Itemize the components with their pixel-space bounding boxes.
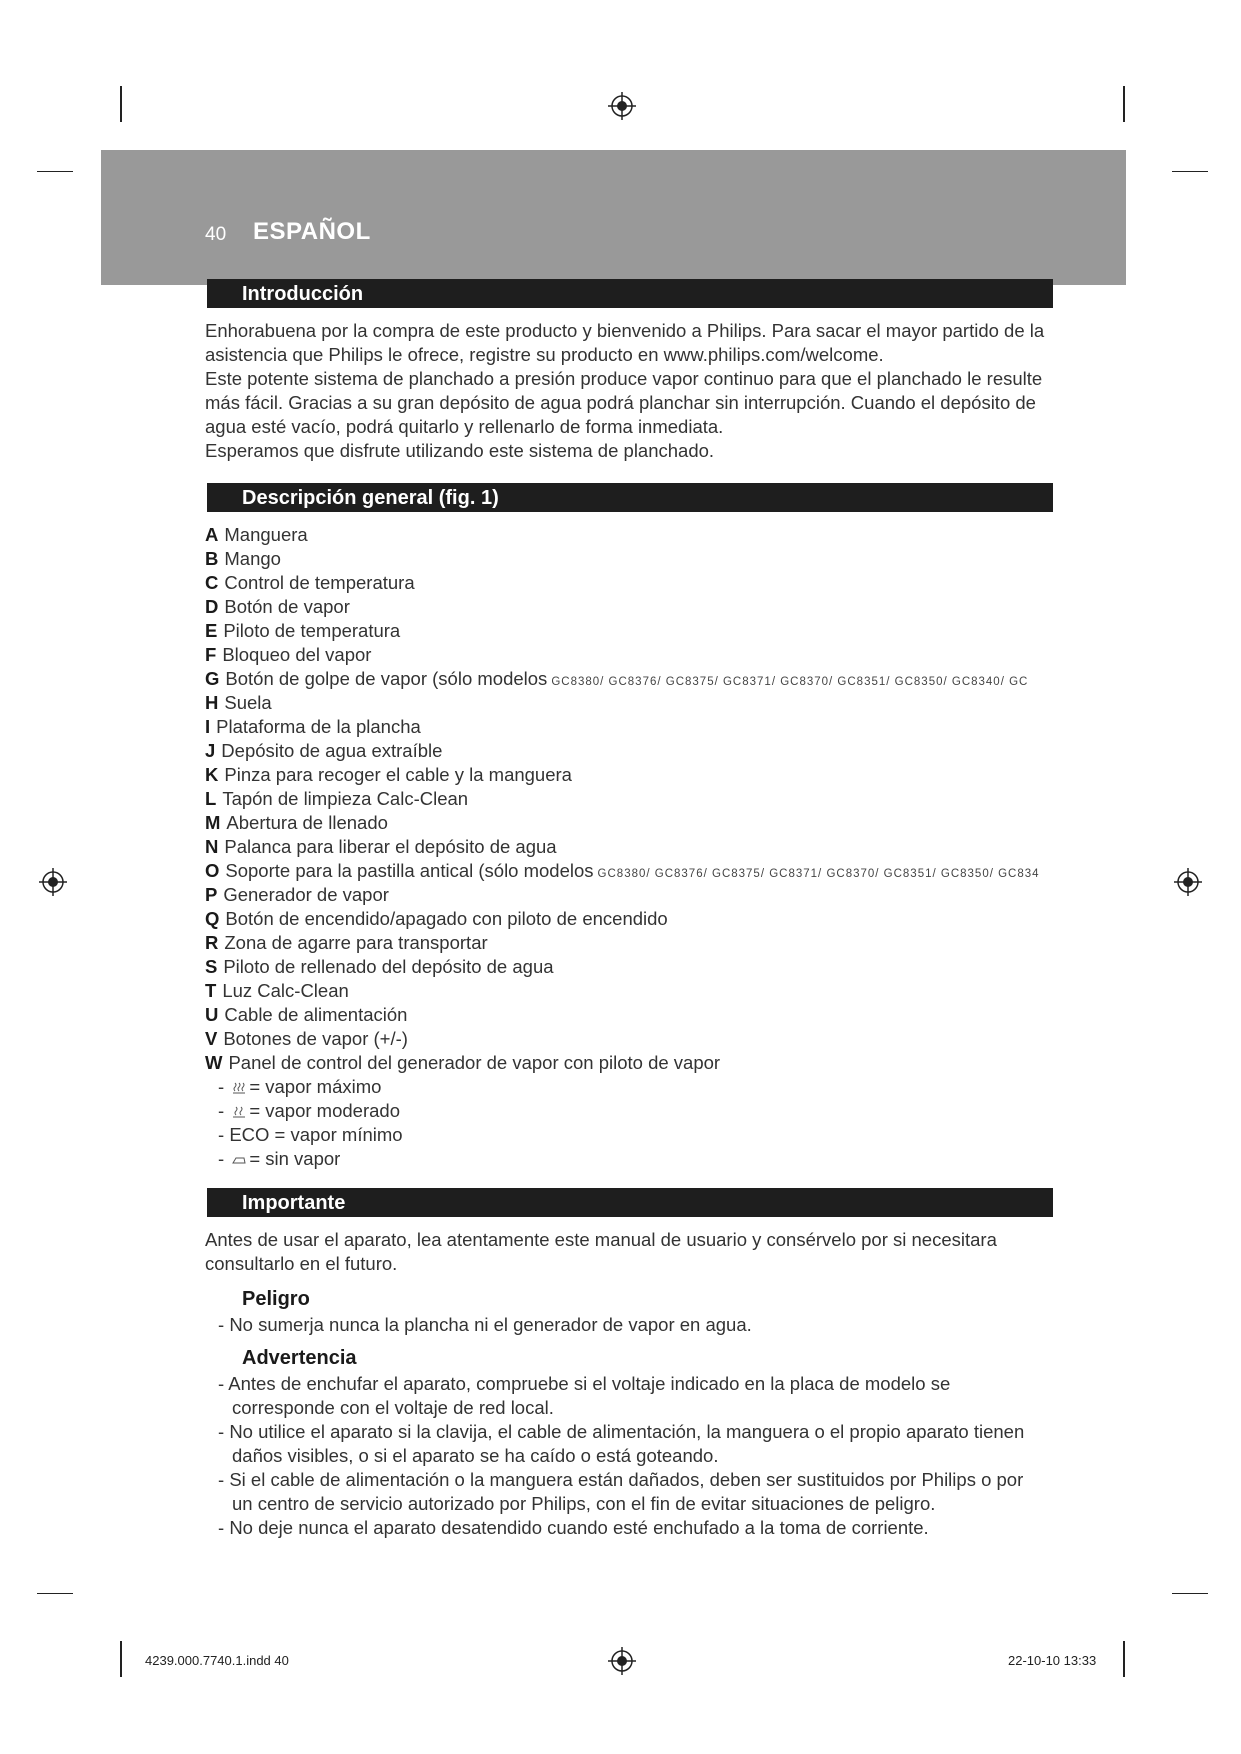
warning-list <box>218 1372 1048 1540</box>
steam-mode-item: - ECO = vapor mínimo <box>218 1124 403 1145</box>
list-item: G Botón de golpe de vapor (sólo modelos GC8380/ GC8376/ GC8375/ GC8371/ GC8370/ GC8351/ GC8350/ GC8340/ GC <box>205 668 1029 689</box>
list-item: I Plataforma de la plancha <box>205 716 421 737</box>
section-title-important: Importante <box>207 1188 1053 1217</box>
list-item: - Antes de enchufar el aparato, compruebe si el voltaje indicado en la placa de modelo se corresponde con el voltaje de red local. <box>218 1373 951 1418</box>
list-item: - No utilice el aparato si la clavija, el cable de alimentación, la manguera o el propio aparato tienen daños visibles, o si el aparato se ha caído o está goteando. <box>218 1421 1025 1466</box>
list-item: M Abertura de llenado <box>205 812 388 833</box>
crop-mark <box>1123 86 1125 122</box>
list-item: U Cable de alimentación <box>205 1004 408 1025</box>
no-steam-icon <box>232 1153 246 1167</box>
list-item: - No sumerja nunca la plancha ni el generador de vapor en agua. <box>218 1314 752 1335</box>
crop-mark <box>120 1641 122 1677</box>
registration-mark-icon <box>607 91 637 121</box>
list-item: B Mango <box>205 548 281 569</box>
list-item: S Piloto de rellenado del depósito de agua <box>205 956 554 977</box>
intro-paragraph: Enhorabuena por la compra de este producto y bienvenido a Philips. Para sacar el mayor partido de la asistencia que Philips le ofrece, registre su producto en www.philips.com/welcome. <box>205 320 1045 365</box>
list-item: O Soporte para la pastilla antical (sólo modelos GC8380/ GC8376/ GC8375/ GC8371/ GC8370/ GC8351/ GC8350/ GC834 <box>205 860 1040 881</box>
list-item: R Zona de agarre para transportar <box>205 932 488 953</box>
list-item: D Botón de vapor <box>205 596 350 617</box>
important-intro: Antes de usar el aparato, lea atentamente este manual de usuario y consérvelo por si necesitara consultarlo en el futuro. <box>205 1229 997 1274</box>
list-item: A Manguera <box>205 524 308 545</box>
list-item: J Depósito de agua extraíble <box>205 740 443 761</box>
list-item: C Control de temperatura <box>205 572 415 593</box>
list-item: V Botones de vapor (+/-) <box>205 1028 408 1049</box>
list-item: K Pinza para recoger el cable y la manguera <box>205 764 572 785</box>
list-item: T Luz Calc-Clean <box>205 980 349 1001</box>
section-title-intro: Introducción <box>207 279 1053 308</box>
footer-date: 22-10-10 13:33 <box>1008 1653 1097 1668</box>
steam-mode-item: - = vapor moderado <box>218 1100 400 1121</box>
list-item: E Piloto de temperatura <box>205 620 401 641</box>
registration-mark-icon <box>1173 867 1203 897</box>
registration-mark-icon <box>607 1646 637 1676</box>
footer-file: 4239.000.7740.1.indd 40 <box>145 1653 289 1668</box>
model-numbers: GC8380/ GC8376/ GC8375/ GC8371/ GC8370/ GC8351/ GC8350/ GC834 <box>597 868 1040 880</box>
crop-mark <box>120 86 122 122</box>
registration-mark-icon <box>38 867 68 897</box>
steam-mode-item: - = vapor máximo <box>218 1076 382 1097</box>
model-numbers: GC8380/ GC8376/ GC8375/ GC8371/ GC8370/ GC8351/ GC8350/ GC8340/ GC <box>551 676 1029 688</box>
list-item: N Palanca para liberar el depósito de agua <box>205 836 557 857</box>
warning-heading: Advertencia <box>242 1347 357 1369</box>
danger-heading: Peligro <box>242 1288 310 1310</box>
list-item: - Si el cable de alimentación o la manguera están dañados, deben ser sustituidos por Philips o por un centro de servicio autorizado por Philips, con el fin de evitar situaciones de peligro. <box>218 1469 1024 1514</box>
parts-list <box>205 523 1040 1171</box>
danger-list <box>218 1313 1068 1337</box>
list-item: Q Botón de encendido/apagado con piloto de encendido <box>205 908 668 929</box>
steam-mode-item: - = sin vapor <box>218 1148 341 1169</box>
crop-mark <box>37 171 73 172</box>
language-title: ESPAÑOL <box>253 218 371 245</box>
max-steam-icon <box>232 1081 246 1095</box>
crop-mark <box>1172 1593 1208 1594</box>
crop-mark <box>1123 1641 1125 1677</box>
crop-mark <box>1172 171 1208 172</box>
intro-paragraph: Esperamos que disfrute utilizando este sistema de planchado. <box>205 440 715 461</box>
intro-paragraph: Este potente sistema de planchado a presión produce vapor continuo para que el planchado le resulte más fácil. Gracias a su gran depósito de agua podrá planchar sin interrupción. Cuando el depósito de agua esté vacío, podrá quitarlo y rellenarlo de forma inmediata. <box>205 368 1043 437</box>
list-item: - No deje nunca el aparato desatendido cuando esté enchufado a la toma de corriente. <box>218 1517 929 1538</box>
list-item: H Suela <box>205 692 272 713</box>
list-item: L Tapón de limpieza Calc-Clean <box>205 788 469 809</box>
list-item: P Generador de vapor <box>205 884 389 905</box>
intro-text <box>205 319 1065 463</box>
list-item: F Bloqueo del vapor <box>205 644 372 665</box>
moderate-steam-icon <box>232 1105 246 1119</box>
page-number: 40 <box>205 224 227 245</box>
crop-mark <box>37 1593 73 1594</box>
section-title-overview: Descripción general (fig. 1) <box>207 483 1053 512</box>
list-item: W Panel de control del generador de vapor con piloto de vapor <box>205 1052 721 1073</box>
